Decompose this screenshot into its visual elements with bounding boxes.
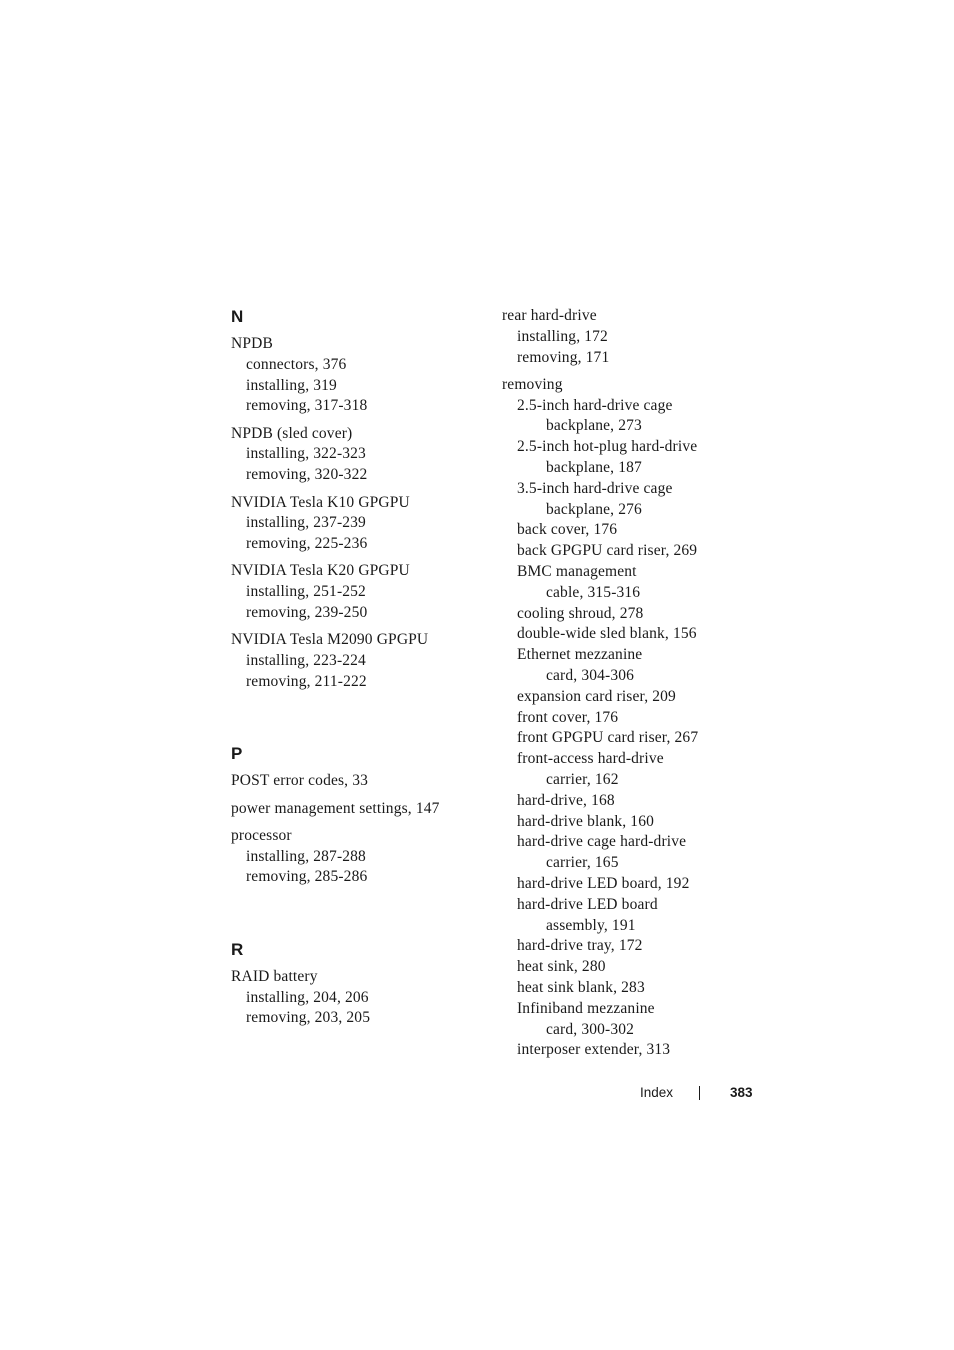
index-subentry-continuation: backplane, 273 xyxy=(546,417,642,435)
index-subentry-text: front cover, 176 xyxy=(517,708,619,726)
index-subentry-text: removing, 171 xyxy=(517,348,610,366)
index-subentry xyxy=(502,999,732,1041)
index-subentry-text: removing, 211-222 xyxy=(246,672,367,690)
index-subentry xyxy=(502,520,732,541)
index-subentry-text: hard-drive LED board xyxy=(517,895,658,913)
index-subentry xyxy=(231,513,481,534)
index-subentry-text: installing, 322-323 xyxy=(246,445,366,463)
footer-separator xyxy=(699,1086,700,1100)
index-subentry-text: hard-drive LED board, 192 xyxy=(517,875,690,893)
index-entry xyxy=(231,826,481,888)
index-entry xyxy=(231,799,481,820)
index-subentry-text: connectors, 376 xyxy=(246,355,347,373)
index-subentry-continuation: backplane, 276 xyxy=(546,500,642,518)
index-subentry-text: hard-drive cage hard-drive xyxy=(517,833,687,851)
index-subentry xyxy=(502,624,732,645)
index-entry xyxy=(502,375,732,1061)
index-subentry xyxy=(502,728,732,749)
index-subentry-text: Infiniband mezzanine xyxy=(517,999,655,1017)
index-subentry xyxy=(231,534,481,555)
index-subentry-text: cooling shroud, 278 xyxy=(517,604,644,622)
index-entry xyxy=(231,630,481,692)
page-footer xyxy=(640,1083,755,1103)
index-subentry xyxy=(502,874,732,895)
index-subentry xyxy=(502,645,732,687)
index-subentry-text: removing, 317-318 xyxy=(246,397,368,415)
index-subentry-text: installing, 223-224 xyxy=(246,652,366,670)
section-letter: N xyxy=(231,307,244,326)
index-subentry xyxy=(502,708,732,729)
index-entry xyxy=(231,493,481,555)
index-term: rear hard-drive xyxy=(502,307,597,324)
index-subentry-text: installing, 204, 206 xyxy=(246,988,369,1006)
index-subentry-continuation: carrier, 162 xyxy=(546,771,619,789)
index-subentry-text: removing, 239-250 xyxy=(246,604,368,622)
index-entry xyxy=(231,424,481,486)
index-subentry-text: heat sink, 280 xyxy=(517,958,606,976)
index-subentry xyxy=(231,444,481,465)
index-term: processor xyxy=(231,826,292,844)
index-subentry-text: 2.5-inch hot-plug hard-drive xyxy=(517,438,698,456)
index-subentry xyxy=(502,437,732,479)
index-subentry xyxy=(502,895,732,937)
index-entry xyxy=(502,306,732,368)
index-subentry-text: installing, 251-252 xyxy=(246,583,366,601)
index-subentry-text: back GPGPU card riser, 269 xyxy=(517,542,698,560)
index-subentry xyxy=(231,465,481,486)
index-subentry-text: removing, 203, 205 xyxy=(246,1009,371,1027)
section-letter: P xyxy=(231,744,243,764)
index-subentry xyxy=(502,832,732,874)
index-subentry xyxy=(502,957,732,978)
index-subentry xyxy=(231,1008,481,1029)
index-subentry-text: installing, 319 xyxy=(246,376,337,394)
index-subentry-text: installing, 237-239 xyxy=(246,514,366,532)
index-term: NPDB (sled cover) xyxy=(231,424,353,442)
index-subentry xyxy=(231,582,481,603)
index-entry xyxy=(231,967,481,1029)
index-term: removing xyxy=(502,375,563,393)
index-subentry xyxy=(502,978,732,999)
index-subentry xyxy=(231,651,481,672)
index-subentry-text: Ethernet mezzanine xyxy=(517,646,643,664)
index-subentry xyxy=(231,672,481,693)
index-subentry xyxy=(231,396,481,417)
index-subentry-text: 3.5-inch hard-drive cage xyxy=(517,479,673,497)
index-subentry-text: hard-drive blank, 160 xyxy=(517,812,655,830)
index-term: NVIDIA Tesla M2090 GPGPU xyxy=(231,631,429,649)
index-entry xyxy=(231,561,481,623)
section-gap xyxy=(231,895,481,939)
section-letter: R xyxy=(231,939,244,959)
index-subentry-text: hard-drive, 168 xyxy=(517,791,615,809)
index-subentry-continuation: card, 300-302 xyxy=(546,1020,635,1038)
index-subentry xyxy=(502,562,732,604)
index-subentry xyxy=(502,791,732,812)
index-subentry xyxy=(231,867,481,888)
index-subentry-text: front-access hard-drive xyxy=(517,750,664,768)
index-subentry xyxy=(231,847,481,868)
index-subentry-text: 2.5-inch hard-drive cage xyxy=(517,396,673,414)
index-subentry-continuation: carrier, 165 xyxy=(546,854,619,872)
index-subentry-text: installing, 172 xyxy=(517,327,608,345)
index-subentry-text: removing, 285-286 xyxy=(246,868,368,886)
index-subentry-text: installing, 287-288 xyxy=(246,847,366,865)
index-subentry-text: double-wide sled blank, 156 xyxy=(517,625,697,643)
index-subentry xyxy=(502,812,732,833)
index-subentry-text: removing, 320-322 xyxy=(246,466,368,484)
index-subentry xyxy=(502,1040,732,1061)
index-entry xyxy=(231,771,481,792)
index-term: RAID battery xyxy=(231,967,318,985)
index-subentry-continuation: backplane, 187 xyxy=(546,459,642,477)
index-subentry xyxy=(502,604,732,625)
index-subentry xyxy=(502,936,732,957)
index-subentry xyxy=(231,603,481,624)
page-number: 383 xyxy=(730,1085,753,1100)
index-subentry-text: removing, 225-236 xyxy=(246,535,368,553)
index-subentry xyxy=(502,479,732,521)
index-subentry xyxy=(502,327,732,348)
index-subentry xyxy=(502,396,732,438)
index-subentry-continuation: card, 304-306 xyxy=(546,667,635,685)
index-column-left xyxy=(231,306,481,1036)
index-subentry xyxy=(502,541,732,562)
index-subentry-text: back cover, 176 xyxy=(517,521,618,539)
section-gap xyxy=(231,699,481,743)
index-term: NVIDIA Tesla K20 GPGPU xyxy=(231,562,410,580)
footer-section-label: Index xyxy=(640,1085,674,1100)
index-subentry xyxy=(502,687,732,708)
index-subentry xyxy=(231,988,481,1009)
index-entry xyxy=(231,334,481,417)
index-subentry xyxy=(231,355,481,376)
index-term: POST error codes, 33 xyxy=(231,772,369,790)
index-subentry-text: hard-drive tray, 172 xyxy=(517,937,643,955)
index-subentry-continuation: cable, 315-316 xyxy=(546,583,641,601)
index-column-right xyxy=(502,306,732,1068)
index-term: NVIDIA Tesla K10 GPGPU xyxy=(231,493,410,511)
index-term: NPDB xyxy=(231,335,273,352)
index-subentry xyxy=(502,749,732,791)
index-subentry xyxy=(502,348,732,369)
index-subentry-text: front GPGPU card riser, 267 xyxy=(517,729,699,747)
index-subentry-continuation: assembly, 191 xyxy=(546,916,636,934)
index-subentry xyxy=(231,376,481,397)
index-term: power management settings, 147 xyxy=(231,799,440,817)
index-subentry-text: interposer extender, 313 xyxy=(517,1041,671,1059)
index-subentry-text: heat sink blank, 283 xyxy=(517,979,645,996)
index-subentry-text: expansion card riser, 209 xyxy=(517,687,676,705)
index-subentry-text: BMC management xyxy=(517,563,637,581)
